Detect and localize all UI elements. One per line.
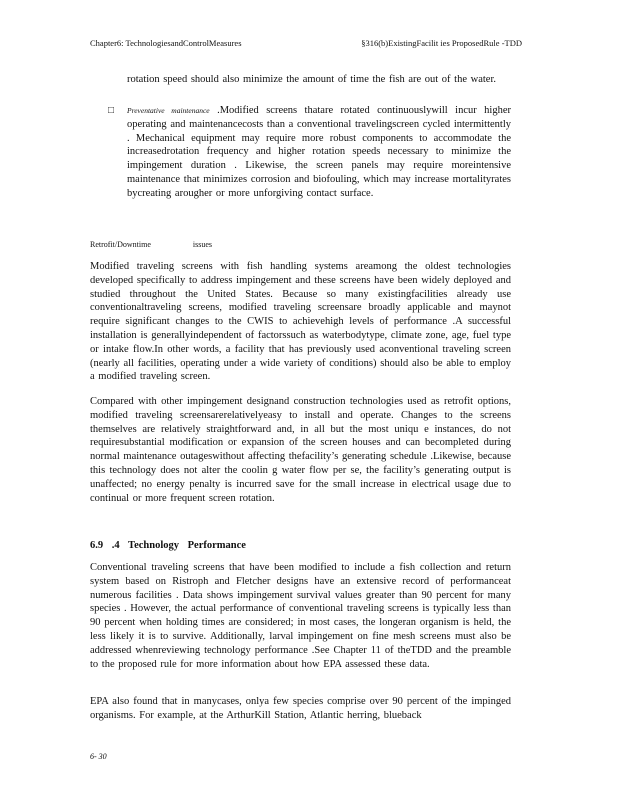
- paragraph-retrofit-1: Modified traveling screens with fish handling systems areamong the oldest technologies developed specifically to address impingement and these screens have been widely deployed and studied throughout the United States. Because so many existingfacilities already use conventionaltraveling screens, modified traveling screensare broadly applicable and maynot require significant changes to the CWIS to achievehigh levels of performance .A successful installation is generallyindependent of factorssuch as waterbodytype, climate zone, age, fuel type or intake flow.In other words, a facility that has previously used aconventional traveling screen (nearly all facilities, operating under a wide variety of conditions) should also be able to employ a modified traveling screen.: [90, 261, 511, 383]
- continuation-paragraph: rotation speed should also minimize the amount of time the fish are out of the water.: [127, 74, 496, 85]
- subheading-retrofit-downtime: Retrofit/Downtime issues: [90, 240, 212, 249]
- bullet-box-icon: □: [108, 105, 115, 116]
- running-header-rule: §316(b)ExistingFacilit ies ProposedRule -TDD: [361, 38, 522, 48]
- section-heading-technology-performance: 6.9 .4 Technology Performance: [90, 540, 246, 551]
- bullet-term: Preventative maintenance: [127, 106, 210, 115]
- paragraph-retrofit-2: Compared with other impingement designand construction technologies used as retrofit options, modified traveling screensarerelativelyeasy to install and operate. Changes to the screens themselves are relatively straightforward and, in all but the most uniqu e instances, do not requiresubstantial modification or expansion of the screen houses and can becompleted during normal maintenance outageswithout affecting thefacility’s generating schedule .Likewise, because this technology does not alter the coolin g water flow per se, the facility’s generating output is unaffected; no energy penalty is incurred save for the small increase in electrical usage due to continual or more frequent screen rotation.: [90, 396, 511, 504]
- running-header-chapter: Chapter6: TechnologiesandControlMeasures: [90, 38, 242, 48]
- page-number: 6- 30: [90, 752, 107, 761]
- bullet-body: .Modified screens thatare rotated continuouslywill incur higher operating and maintenancecosts than a conventional travelingscreen cycled intermittently . Mechanical equipment may require more robust components to accommodate the increasedrotation frequency and higher rotation speeds necessary to minimize the impingement duration . Likewise, the screen panels may require moreintensive maintenance that minimizes corrosion and biofouling, which may increase mortalityrates bycreating arougher or more unforgiving contact surface.: [127, 105, 511, 199]
- paragraph-performance-2: EPA also found that in manycases, onlya few species comprise over 90 percent of the impinged organisms. For example, at the ArthurKill Station, Atlantic herring, blueback: [90, 696, 511, 721]
- bullet-text: [127, 104, 511, 201]
- paragraph-performance-1: Conventional traveling screens that have been modified to include a fish collection and return system based on Ristroph and Fletcher designs have an extensive record of performanceat numerous facilities . Data shows impingement survival values greater than 90 percent for many species . However, the actual performance of conventional traveling screens is typically less than 90 percent when holding times are considered; in most cases, the longeran organism is held, the less likely it is to survive. Additionally, larval impingement on fine mesh screens must also be addressed whenreviewing technology performance .See Chapter 11 of theTDD and the preamble to the proposed rule for more information about how EPA assessed these data.: [90, 562, 511, 670]
